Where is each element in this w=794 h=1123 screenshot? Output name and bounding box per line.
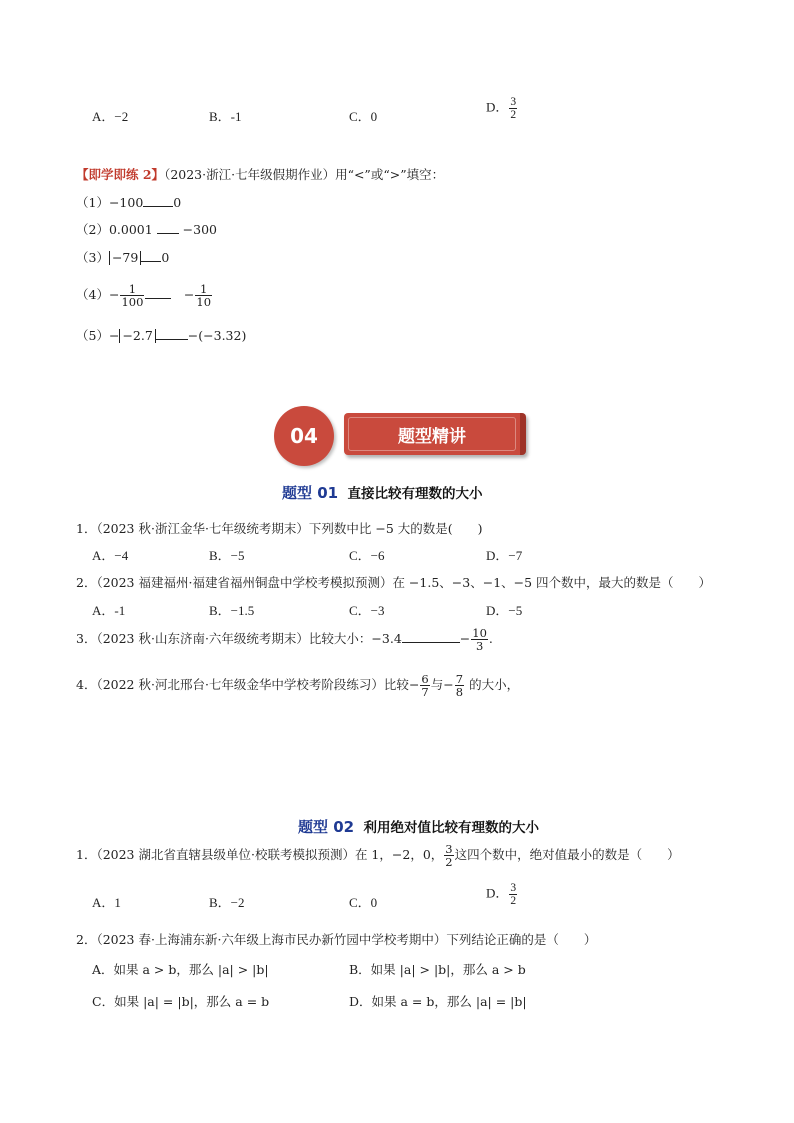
q3-end: . bbox=[488, 631, 493, 647]
q4-mid: 与 bbox=[430, 677, 444, 693]
q1-end: 这四个数中，绝对值最小的数是（ ） bbox=[454, 847, 680, 863]
option-d-prefix: D． bbox=[486, 885, 509, 901]
item-right-fraction bbox=[195, 283, 212, 308]
q4-fraction-2 bbox=[455, 673, 464, 698]
type01-tag: 题型 01 bbox=[282, 484, 339, 502]
type01-q1-option-a: A．−4 bbox=[92, 548, 129, 563]
type01-q2-option-a: A．-1 bbox=[92, 603, 126, 618]
fraction-denominator: 2 bbox=[445, 855, 453, 870]
top-option-b: B．-1 bbox=[209, 109, 242, 124]
type01-q3 bbox=[76, 627, 493, 652]
practice2-item-5 bbox=[76, 326, 246, 344]
fraction-numerator: 3 bbox=[510, 882, 517, 894]
option-c-math: |a| = |b| bbox=[143, 994, 194, 1009]
type02-q2-option-b bbox=[349, 960, 526, 978]
option-b-end: ，那么 a > b bbox=[450, 962, 526, 977]
fraction-numerator: 7 bbox=[455, 672, 464, 686]
fraction-numerator: 10 bbox=[472, 626, 487, 640]
option-c-text: C．如果 bbox=[92, 994, 140, 1009]
type01-q4 bbox=[76, 673, 519, 698]
type02-q2-option-a bbox=[92, 960, 269, 978]
item-right: −300 bbox=[182, 222, 218, 237]
type02-q1 bbox=[76, 843, 680, 868]
type02-tag: 题型 02 bbox=[298, 818, 355, 836]
top-option-d bbox=[486, 96, 518, 121]
section-title: 题型精讲 bbox=[398, 426, 466, 447]
fraction-denominator: 8 bbox=[455, 685, 464, 700]
q3-fraction bbox=[471, 627, 488, 652]
type01-q1-option-b: B．−5 bbox=[209, 548, 245, 563]
item-number: （1） bbox=[76, 195, 109, 210]
fraction-denominator: 3 bbox=[475, 639, 484, 654]
fraction-denominator: 2 bbox=[510, 895, 517, 908]
q4-end: 的大小， bbox=[469, 677, 520, 693]
type01-q2-option-c: C．−3 bbox=[349, 603, 385, 618]
banner-inner-border bbox=[348, 417, 516, 451]
q4-text: 4．（2022 秋·河北邢台·七年级金华中学校考阶段练习）比较 bbox=[76, 677, 409, 693]
q3-sign: − bbox=[459, 631, 471, 647]
type02-q2-text: 2．（2023 春·上海浦东新·六年级上海市民办新竹园中学校考期中）下列结论正确的是（ ） bbox=[76, 932, 597, 947]
type02-q1-option-d bbox=[486, 882, 518, 907]
fraction-numerator: 1 bbox=[195, 283, 212, 296]
q4-sign-2: − bbox=[443, 677, 454, 693]
item-right: 0 bbox=[173, 195, 182, 210]
fraction-denominator: 10 bbox=[196, 295, 212, 310]
item-left-sign: − bbox=[108, 328, 120, 343]
q3-text: 3．（2023 秋·山东济南·六年级统考期末）比较大小：−3.4 bbox=[76, 631, 402, 647]
answer-blank[interactable] bbox=[143, 194, 173, 207]
type01-q1-option-d: D．−7 bbox=[486, 548, 523, 563]
fraction-denominator: 100 bbox=[121, 295, 144, 310]
item-left: −100 bbox=[108, 195, 144, 210]
q1-text: 1．（2023 湖北省直辖县级单位·校联考模拟预测）在 1，−2，0， bbox=[76, 847, 444, 863]
type02-heading bbox=[298, 816, 539, 837]
q1-fraction bbox=[444, 843, 453, 868]
section-number-badge: 04 bbox=[274, 406, 334, 466]
option-a-text: A．如果 a > b，那么 bbox=[92, 962, 214, 977]
item-number: （4） bbox=[76, 287, 109, 303]
option-b-math: |a| > |b| bbox=[399, 962, 451, 977]
answer-blank[interactable] bbox=[156, 327, 188, 340]
fraction-denominator: 7 bbox=[421, 685, 429, 700]
type01-title: 直接比较有理数的大小 bbox=[347, 486, 483, 502]
type02-q1-option-a: A．1 bbox=[92, 895, 121, 910]
type01-q1-option-c: C．−6 bbox=[349, 548, 385, 563]
top-option-c: C．0 bbox=[349, 109, 378, 124]
fraction-numerator: 3 bbox=[510, 96, 517, 108]
item-left-sign: − bbox=[108, 287, 120, 303]
option-c-end: ，那么 a = b bbox=[193, 994, 270, 1009]
answer-blank[interactable] bbox=[402, 630, 460, 643]
top-option-d-fraction bbox=[509, 96, 517, 121]
section-title-banner bbox=[344, 413, 526, 455]
item-left-fraction bbox=[120, 283, 144, 308]
item-number: （2） bbox=[76, 222, 109, 237]
type01-heading bbox=[282, 482, 483, 503]
item-left: 0.0001 bbox=[108, 222, 153, 237]
answer-blank[interactable] bbox=[145, 286, 171, 299]
practice2-heading bbox=[76, 165, 444, 183]
option-d-fraction bbox=[509, 882, 517, 907]
option-b-text: B．如果 bbox=[349, 962, 396, 977]
option-d-text: D．如果 a = b，那么 bbox=[349, 994, 472, 1009]
q4-sign-1: − bbox=[408, 677, 420, 693]
practice2-label: 【即学即练 2】 bbox=[76, 167, 165, 182]
item-number: （3） bbox=[76, 250, 109, 265]
practice2-source: （2023·浙江·七年级假期作业）用“<”或“>”填空： bbox=[164, 167, 445, 182]
fraction-numerator: 1 bbox=[120, 283, 144, 296]
top-option-a: A．−2 bbox=[92, 109, 129, 124]
type01-q2-option-d: D．−5 bbox=[486, 603, 523, 618]
type02-q1-option-b: B．−2 bbox=[209, 895, 245, 910]
practice2-item-4 bbox=[76, 283, 213, 308]
item-right: −(−3.32) bbox=[187, 328, 247, 343]
item-left-abs: −2.7 bbox=[119, 329, 155, 343]
practice2-item-1 bbox=[76, 193, 181, 211]
practice2-item-3 bbox=[76, 248, 169, 266]
fraction-numerator: 3 bbox=[445, 842, 453, 856]
item-number: （5） bbox=[76, 328, 109, 343]
item-right-sign: − bbox=[183, 287, 195, 303]
type02-q2-option-d bbox=[349, 992, 527, 1010]
item-right: 0 bbox=[161, 250, 170, 265]
answer-blank[interactable] bbox=[141, 249, 161, 262]
item-left-abs: −79 bbox=[109, 251, 141, 265]
top-option-d-prefix: D． bbox=[486, 99, 509, 115]
answer-blank[interactable] bbox=[157, 221, 179, 234]
option-a-math: |a| > |b| bbox=[217, 962, 269, 977]
type02-q1-option-c: C．0 bbox=[349, 895, 378, 910]
fraction-denominator: 2 bbox=[510, 109, 517, 122]
fraction-numerator: 6 bbox=[421, 672, 429, 686]
practice2-item-2 bbox=[76, 220, 217, 238]
type01-q2-option-b: B．−1.5 bbox=[209, 603, 255, 618]
type01-q1-text: 1．（2023 秋·浙江金华·七年级统考期末）下列数中比 −5 大的数是( ) bbox=[76, 521, 483, 536]
type02-q2-option-c bbox=[92, 992, 269, 1010]
type02-title: 利用绝对值比较有理数的大小 bbox=[363, 820, 540, 836]
q4-fraction-1 bbox=[420, 673, 429, 698]
type01-q2-text: 2．（2023 福建福州·福建省福州铜盘中学校考模拟预测）在 −1.5、−3、−1、−5 四个数中，最大的数是（ ） bbox=[76, 575, 712, 590]
option-d-math: |a| = |b| bbox=[475, 994, 527, 1009]
